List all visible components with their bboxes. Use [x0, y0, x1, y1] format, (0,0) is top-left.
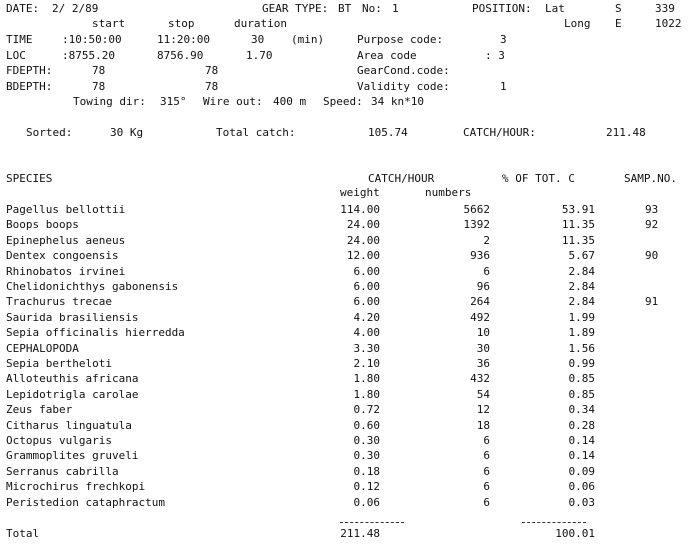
- catch-numbers: 96: [476, 280, 490, 293]
- sorted-value: 30 Kg: [110, 126, 144, 139]
- gear-type-value: BT: [338, 2, 352, 15]
- species-name: Zeus faber: [6, 403, 73, 416]
- latitude-value: 339: [655, 2, 675, 15]
- longitude-hemisphere: E: [615, 17, 622, 30]
- species-name: Peristedion cataphractum: [6, 496, 165, 509]
- station-number-label: No:: [362, 2, 382, 15]
- catch-numbers: 264: [470, 295, 490, 308]
- sample-number: 90: [645, 249, 659, 262]
- species-name: CEPHALOPODA: [6, 342, 79, 355]
- catch-numbers: 6: [483, 496, 490, 509]
- species-name: Dentex congoensis: [6, 249, 119, 262]
- species-name: Pagellus bellottii: [6, 203, 126, 216]
- species-name: Lepidotrigla carolae: [6, 388, 139, 401]
- percent-of-total: 0.85: [568, 388, 595, 401]
- catch-weight: 2.10: [353, 357, 380, 370]
- catch-numbers: 36: [476, 357, 490, 370]
- percent-of-total: 53.91: [561, 203, 595, 216]
- percent-of-total: 0.03: [568, 496, 595, 509]
- purpose-code-label: Purpose code:: [357, 33, 444, 46]
- bdepth-start: 78: [92, 80, 106, 93]
- catch-weight: 4.20: [353, 311, 380, 324]
- percent-of-total: 2.84: [568, 295, 595, 308]
- catch-numbers: 30: [476, 342, 490, 355]
- station-number-value: 1: [392, 2, 399, 15]
- date-value: 2/ 2/89: [52, 2, 99, 15]
- catch-numbers: 12: [476, 403, 490, 416]
- species-name: Saurida brasiliensis: [6, 311, 139, 324]
- gearcond-code-label: GearCond.code:: [357, 64, 450, 77]
- catch-weight: 114.00: [340, 203, 380, 216]
- species-name: Epinephelus aeneus: [6, 234, 126, 247]
- percent-of-total: 2.84: [568, 280, 595, 293]
- sample-number: 92: [645, 218, 659, 231]
- numbers-subheader: numbers: [425, 186, 472, 199]
- column-duration-label: duration: [234, 17, 287, 30]
- sample-number-column-header: SAMP.NO.: [624, 172, 677, 185]
- longitude-value: 1022: [655, 17, 682, 30]
- catch-numbers: 6: [483, 449, 490, 462]
- catch-weight: 0.60: [353, 419, 380, 432]
- validity-code-label: Validity code:: [357, 80, 450, 93]
- latitude-label: Lat: [545, 2, 565, 15]
- total-percent: 100.01: [555, 527, 595, 540]
- percent-of-total: 0.85: [568, 372, 595, 385]
- towing-dir-label: Towing dir:: [73, 95, 146, 108]
- species-name: Serranus cabrilla: [6, 465, 119, 478]
- percent-of-total: 0.09: [568, 465, 595, 478]
- species-name: Alloteuthis africana: [6, 372, 139, 385]
- species-name: Sepia officinalis hierredda: [6, 326, 185, 339]
- species-name: Citharus linguatula: [6, 419, 132, 432]
- catch-weight: 0.12: [353, 480, 380, 493]
- percent-of-total: 0.14: [568, 434, 595, 447]
- percent-of-total: 0.14: [568, 449, 595, 462]
- catch-weight: 0.72: [353, 403, 380, 416]
- species-name: Sepia bertheloti: [6, 357, 112, 370]
- species-name: Octopus vulgaris: [6, 434, 112, 447]
- percent-of-total: 11.35: [561, 218, 595, 231]
- time-unit: (min): [291, 33, 325, 46]
- position-label: POSITION:: [472, 2, 532, 15]
- bdepth-stop: 78: [205, 80, 219, 93]
- catch-numbers: 432: [470, 372, 490, 385]
- total-weight: 211.48: [340, 527, 380, 540]
- wire-out-label: Wire out:: [203, 95, 263, 108]
- catch-per-hour-label: CATCH/HOUR:: [463, 126, 536, 139]
- fdepth-label: FDEPTH:: [6, 64, 53, 77]
- species-name: Trachurus trecae: [6, 295, 112, 308]
- catch-weight: 3.30: [353, 342, 380, 355]
- percent-of-total: 1.99: [568, 311, 595, 324]
- percent-total-rule: [522, 522, 586, 523]
- gear-type-label: GEAR TYPE:: [262, 2, 329, 15]
- percent-of-total: 0.99: [568, 357, 595, 370]
- area-code-label: Area code: [357, 49, 417, 62]
- sorted-label: Sorted:: [26, 126, 73, 139]
- time-duration: 30: [251, 33, 265, 46]
- date-label: DATE:: [6, 2, 40, 15]
- percent-of-total: 1.89: [568, 326, 595, 339]
- percent-of-total: 11.35: [561, 234, 595, 247]
- longitude-label: Long: [564, 17, 591, 30]
- speed-label: Speed:: [323, 95, 363, 108]
- loc-label: LOC: [6, 49, 26, 62]
- catch-numbers: 18: [476, 419, 490, 432]
- sample-number: 91: [645, 295, 659, 308]
- loc-stop: 8756.90: [157, 49, 204, 62]
- species-name: Boops boops: [6, 218, 79, 231]
- weight-subheader: weight: [340, 186, 380, 199]
- catch-weight: 12.00: [346, 249, 380, 262]
- catch-numbers: 6: [483, 480, 490, 493]
- catch-weight: 24.00: [346, 218, 380, 231]
- percent-of-total: 1.56: [568, 342, 595, 355]
- latitude-hemisphere: S: [615, 2, 622, 15]
- time-stop: 11:20:00: [157, 33, 210, 46]
- percent-of-total: 0.06: [568, 480, 595, 493]
- species-name: Chelidonichthys gabonensis: [6, 280, 179, 293]
- catch-numbers: 6: [483, 265, 490, 278]
- catch-numbers: 6: [483, 465, 490, 478]
- catch-weight: 6.00: [353, 265, 380, 278]
- total-catch-value: 105.74: [368, 126, 408, 139]
- catch-weight: 0.30: [353, 449, 380, 462]
- species-name: Grammoplites gruveli: [6, 449, 139, 462]
- towing-dir-value: 315°: [160, 95, 187, 108]
- bdepth-label: BDEPTH:: [6, 80, 53, 93]
- catch-weight: 6.00: [353, 280, 380, 293]
- column-stop-label: stop: [168, 17, 195, 30]
- catch-weight: 0.06: [353, 496, 380, 509]
- catch-per-hour-value: 211.48: [606, 126, 646, 139]
- catch-numbers: 54: [476, 388, 490, 401]
- catch-numbers: 10: [476, 326, 490, 339]
- catch-numbers: 936: [470, 249, 490, 262]
- total-label: Total: [6, 527, 40, 540]
- percent-of-total-column-header: % OF TOT. C: [502, 172, 575, 185]
- catch-weight: 4.00: [353, 326, 380, 339]
- catch-weight: 0.18: [353, 465, 380, 478]
- catch-numbers: 2: [483, 234, 490, 247]
- percent-of-total: 0.34: [568, 403, 595, 416]
- total-catch-label: Total catch:: [216, 126, 296, 139]
- catch-weight: 24.00: [346, 234, 380, 247]
- catch-weight: 0.30: [353, 434, 380, 447]
- species-column-header: SPECIES: [6, 172, 53, 185]
- percent-of-total: 5.67: [568, 249, 595, 262]
- time-start: :10:50:00: [62, 33, 122, 46]
- catch-numbers: 492: [470, 311, 490, 324]
- sample-number: 93: [645, 203, 659, 216]
- area-code-value: : 3: [485, 49, 505, 62]
- loc-duration: 1.70: [246, 49, 273, 62]
- fdepth-stop: 78: [205, 64, 219, 77]
- species-name: Rhinobatos irvinei: [6, 265, 126, 278]
- loc-start: :8755.20: [62, 49, 115, 62]
- column-start-label: start: [92, 17, 126, 30]
- catch-per-hour-column-header: CATCH/HOUR: [368, 172, 435, 185]
- catch-weight: 1.80: [353, 372, 380, 385]
- catch-numbers: 5662: [463, 203, 490, 216]
- percent-of-total: 0.28: [568, 419, 595, 432]
- catch-weight: 6.00: [353, 295, 380, 308]
- species-name: Microchirus frechkopi: [6, 480, 146, 493]
- catch-numbers: 1392: [463, 218, 490, 231]
- weight-total-rule: [340, 522, 404, 523]
- validity-code-value: 1: [500, 80, 507, 93]
- fdepth-start: 78: [92, 64, 106, 77]
- speed-value: 34 kn*10: [371, 95, 424, 108]
- percent-of-total: 2.84: [568, 265, 595, 278]
- time-label: TIME: [6, 33, 33, 46]
- wire-out-value: 400 m: [273, 95, 307, 108]
- purpose-code-value: 3: [500, 33, 507, 46]
- catch-weight: 1.80: [353, 388, 380, 401]
- catch-numbers: 6: [483, 434, 490, 447]
